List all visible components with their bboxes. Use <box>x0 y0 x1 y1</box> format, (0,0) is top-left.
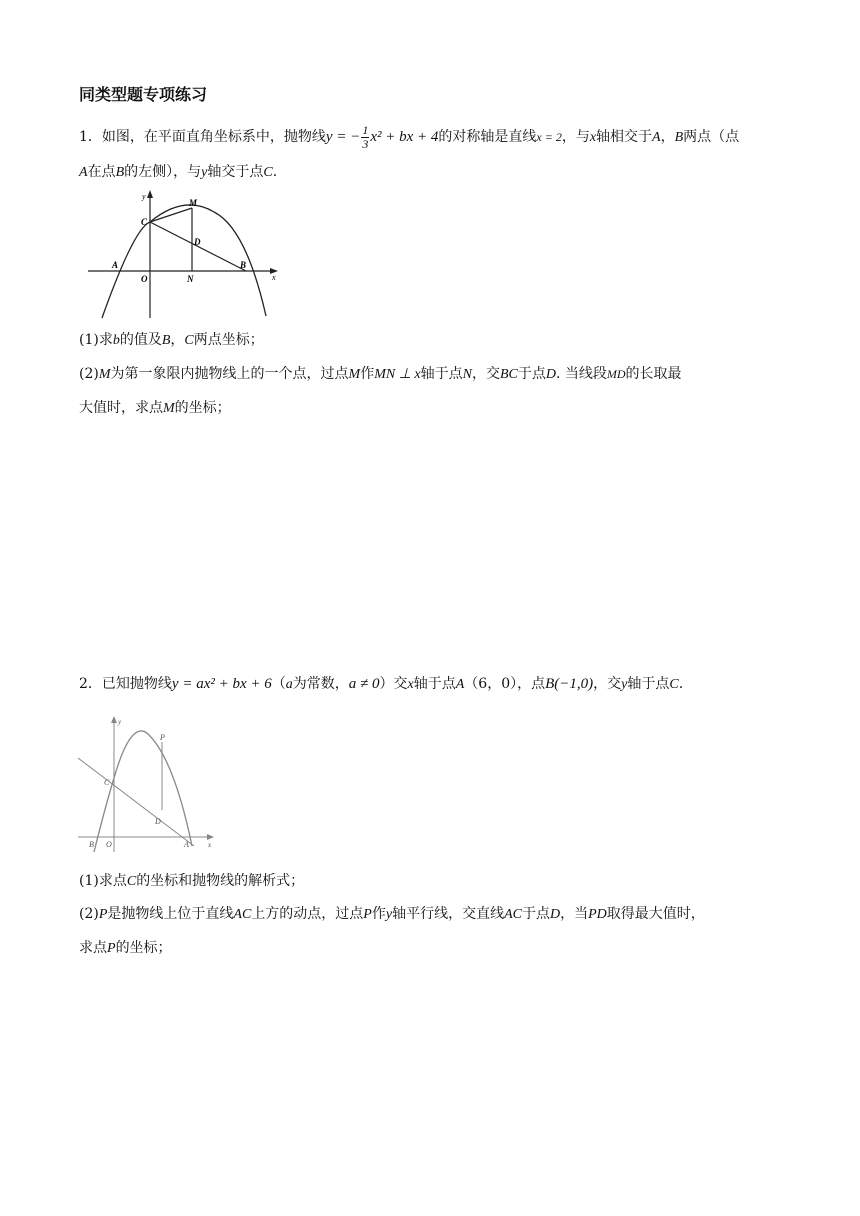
q2-text: . <box>678 676 684 692</box>
q1-text: 的对称轴是直线 <box>438 128 537 145</box>
label-c: C <box>104 778 110 787</box>
q2-text: 上方的动点，过点 <box>251 906 364 922</box>
x-arrow <box>207 834 214 840</box>
point-m: M <box>348 367 361 382</box>
q2-text: (2) <box>79 906 99 922</box>
q2-number: 2． <box>79 676 102 692</box>
segment-cm <box>150 208 192 222</box>
q2-text: 作 <box>371 906 386 922</box>
point-a: A <box>79 165 88 180</box>
point-c: C <box>263 165 273 180</box>
y-arrow <box>111 716 117 723</box>
point-p: P <box>363 907 372 922</box>
label-o: O <box>141 274 148 284</box>
segment-bc: BC <box>499 367 518 382</box>
label-b: B <box>240 260 247 270</box>
label-x: x <box>208 841 212 849</box>
q1-text: 于点 <box>517 366 546 382</box>
point-d: D <box>545 367 556 382</box>
q1-text: 的长取最 <box>625 366 682 382</box>
q2-text: 轴于点 <box>627 676 670 692</box>
label-d: D <box>155 817 161 826</box>
q1-text: 大值时，求点 <box>79 400 163 416</box>
q2-condition: a ≠ 0 <box>348 676 380 692</box>
q2-equation: y = ax² + bx + 6 <box>171 676 272 692</box>
q1-line1 <box>79 124 739 151</box>
label-a: A <box>184 840 189 849</box>
label-a: A <box>112 260 119 270</box>
q2-sub2-line1 <box>79 904 705 925</box>
q1-text: ，交 <box>471 366 500 382</box>
eq-y: y = − <box>325 128 361 145</box>
label-y: y <box>118 718 122 726</box>
point-b: B <box>161 333 171 348</box>
label-d: D <box>194 237 201 247</box>
q1-number: 1． <box>79 128 102 145</box>
eq-fraction <box>361 124 369 151</box>
point-m: M <box>163 401 175 416</box>
q2-figure <box>76 714 224 854</box>
q1-text: ， <box>660 128 675 145</box>
q1-text: 的坐标； <box>174 400 231 416</box>
q1-text: 轴相交于 <box>596 128 653 145</box>
q2-text: 的坐标； <box>115 940 172 956</box>
label-p: P <box>160 733 165 742</box>
q1-text: (1)求 <box>79 332 113 348</box>
var-y: y <box>385 907 393 922</box>
q2-text: ，交 <box>593 676 622 692</box>
point-p: P <box>98 907 108 922</box>
q2-text: 取得最大值时， <box>606 906 705 922</box>
point-p: P <box>107 941 116 956</box>
line-ac <box>78 758 194 846</box>
q2-sub2-line2 <box>79 938 172 959</box>
q1-text: 两点（点 <box>683 128 740 145</box>
line-ac-label: AC <box>233 907 252 922</box>
eq-rest: x² + bx + 4 <box>370 128 439 145</box>
q2-text: ，当 <box>560 906 589 922</box>
q1-sub1 <box>79 330 264 351</box>
q1-text: . 当线段 <box>555 366 607 382</box>
point-a: A <box>652 129 661 145</box>
label-x: x <box>272 273 276 282</box>
q1-text: ，与 <box>561 128 590 145</box>
segment-md: MD <box>606 367 626 381</box>
frac-den: 3 <box>362 137 369 151</box>
point-b-coord: B(−1,0) <box>545 676 594 692</box>
point-b: B <box>115 165 125 180</box>
q1-text: ， <box>170 332 185 348</box>
q2-text: 是抛物线上位于直线 <box>107 906 234 922</box>
section-title: 同类型题专项练习 <box>79 85 208 104</box>
q1-sub2-line2 <box>79 398 231 419</box>
q2-text: 轴平行线，交直线 <box>392 906 505 922</box>
q1-line2 <box>79 162 277 183</box>
y-arrow <box>147 190 153 198</box>
q1-sub2-line1 <box>79 364 682 385</box>
frac-num: 1 <box>362 123 369 137</box>
var-a: a <box>285 677 293 692</box>
segment-pd-label: PD <box>588 907 607 922</box>
var-y: y <box>201 165 208 180</box>
q1-text: 轴于点 <box>420 366 463 382</box>
q2-text: 求点 <box>79 940 107 956</box>
q2-text: （6，0），点 <box>464 676 546 692</box>
q2-text: 的坐标和抛物线的解析式； <box>136 873 305 889</box>
q2-text: 已知抛物线 <box>101 676 172 692</box>
label-y: y <box>142 192 146 201</box>
mn-perp: MN ⊥ x <box>374 367 421 382</box>
line-ac-label: AC <box>504 907 522 922</box>
q2-line1 <box>79 674 683 695</box>
q2-text: ）交 <box>379 676 408 692</box>
q1-text: 两点坐标； <box>193 332 264 348</box>
q2-sub1 <box>79 871 304 892</box>
q1-figure <box>84 188 284 320</box>
point-n: N <box>462 367 472 382</box>
q1-text: 的值及 <box>119 332 162 348</box>
q1-text: 为第一象限内抛物线上的一个点，过点 <box>110 366 349 382</box>
q2-text: 轴于点 <box>413 676 456 692</box>
q1-text: 作 <box>360 366 375 382</box>
point-m: M <box>98 367 111 382</box>
point-d: D <box>549 907 561 922</box>
q2-text: 于点 <box>521 906 550 922</box>
var-x: x <box>407 677 414 692</box>
q1-text: 在点 <box>87 164 116 180</box>
q1-text: . <box>272 164 278 180</box>
q2-text: 为常数， <box>292 676 349 692</box>
label-c: C <box>141 217 148 227</box>
label-o: O <box>106 840 112 849</box>
q1-equation <box>325 123 439 151</box>
point-a: A <box>455 677 465 692</box>
point-c: C <box>669 677 679 692</box>
q1-text: 轴交于点 <box>207 164 264 180</box>
point-b: B <box>674 129 684 145</box>
var-x: x <box>589 129 597 145</box>
label-b: B <box>89 840 94 849</box>
point-c: C <box>184 333 194 348</box>
q1-text: (2) <box>79 366 99 382</box>
q2-text: （ <box>271 676 286 692</box>
var-y: y <box>621 677 628 692</box>
axis-eq: x = 2 <box>536 129 562 144</box>
var-b: b <box>112 333 120 348</box>
q1-text: 的左侧），与 <box>124 164 202 180</box>
label-m: M <box>189 198 198 208</box>
label-n: N <box>187 274 194 284</box>
q2-text: (1)求点 <box>79 873 127 889</box>
q1-text: 如图，在平面直角坐标系中，抛物线 <box>101 128 326 145</box>
point-c: C <box>126 874 137 889</box>
